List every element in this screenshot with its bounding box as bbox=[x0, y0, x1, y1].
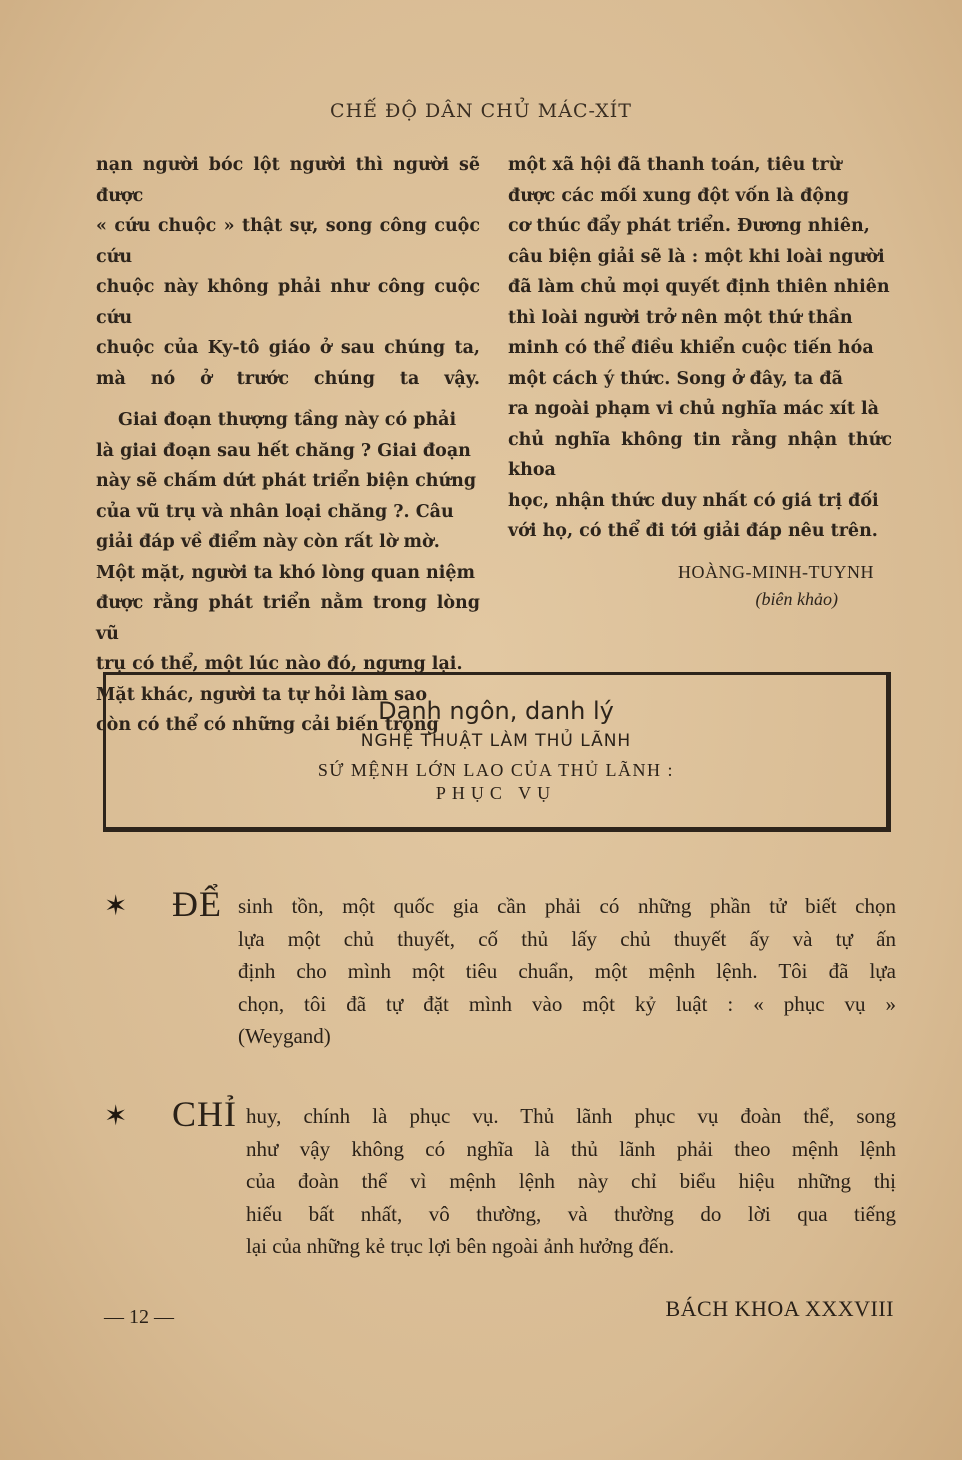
text-line: lựa một chủ thuyết, cố thủ lấy chủ thuyết ấy và tự ấn bbox=[238, 926, 896, 951]
text-line: ra ngoài phạm vi chủ nghĩa mác xít là bbox=[508, 399, 879, 419]
text-line: lại của những kẻ trục lợi bên ngoài ảnh hưởng đến. bbox=[246, 1234, 675, 1258]
text-line: Mặt khác, người ta tự hỏi làm sao bbox=[96, 684, 428, 705]
asterisk-icon: ✶ bbox=[104, 889, 128, 922]
quote-body bbox=[246, 1100, 896, 1263]
text-line: hiếu bất nhất, vô thường, và thường do lời qua tiếng bbox=[246, 1201, 896, 1226]
left-column bbox=[96, 150, 480, 741]
text-line: Giai đoạn thượng tầng này có phải bbox=[118, 410, 457, 430]
text-line: chuộc này không phải như công cuộc cứu bbox=[96, 277, 480, 328]
text-line: sinh tồn, một quốc gia cần phải có những phần tử biết chọn bbox=[238, 894, 896, 918]
text-line: như vậy không có nghĩa là thủ lãnh phải theo mệnh lệnh bbox=[246, 1136, 896, 1161]
section-motto-word: PHỤC VỤ bbox=[435, 783, 557, 803]
text-line: Một mặt, người ta khó lòng quan niệm bbox=[96, 562, 476, 583]
text-line: nạn người bóc lột người thì người sẽ được bbox=[96, 155, 480, 206]
section-motto: SỨ MỆNH LỚN LAO CỦA THỦ LÃNH : bbox=[317, 760, 675, 780]
section-heading-box bbox=[103, 672, 891, 832]
text-line: học, nhận thức duy nhất có giá trị đối bbox=[508, 490, 879, 511]
quote-1 bbox=[104, 884, 896, 1053]
text-line: một cách ý thức. Song ở đây, ta đã bbox=[508, 368, 843, 389]
text-line: huy, chính là phục vụ. Thủ lãnh phục vụ đoàn thể, song bbox=[246, 1104, 896, 1128]
text-line: này sẽ chấm dứt phát triển biện chứng bbox=[96, 471, 477, 491]
text-line: minh có thể điều khiển cuộc tiến hóa bbox=[508, 338, 874, 358]
text-line: của vũ trụ và nhân loại chăng ?. Câu bbox=[96, 501, 454, 522]
quote-attribution: (Weygand) bbox=[238, 1024, 331, 1048]
drop-cap: CHỈ bbox=[172, 1094, 237, 1134]
quote-body bbox=[238, 890, 896, 1053]
text-line: được các mối xung đột vốn là động bbox=[508, 185, 849, 206]
text-line: được rằng phát triển nằm trong lòng vũ bbox=[96, 593, 480, 644]
drop-cap: ĐỂ bbox=[172, 884, 222, 924]
page-number: — 12 — bbox=[104, 1306, 174, 1328]
author-note: (biên khảo) bbox=[755, 589, 838, 609]
journal-name: BÁCH KHOA XXXVIII bbox=[665, 1296, 894, 1321]
text-line: một xã hội đã thanh toán, tiêu trừ bbox=[508, 155, 842, 175]
text-line: cơ thúc đẩy phát triển. Đương nhiên, bbox=[508, 216, 870, 236]
right-column bbox=[508, 150, 892, 611]
text-line: định cho mình một tiêu chuẩn, một mệnh lệnh. Tôi đã lựa bbox=[238, 959, 896, 983]
text-line: của đoàn thể vì mệnh lệnh này chỉ biểu hiệu những thị bbox=[246, 1169, 896, 1193]
text-line: với họ, có thể đi tới giải đáp nêu trên. bbox=[508, 521, 878, 541]
text-line: « cứu chuộc » thật sự, song công cuộc cứu bbox=[96, 216, 480, 267]
section-title: Danh ngôn, danh lý bbox=[378, 697, 614, 725]
right-paragraph bbox=[508, 150, 892, 547]
left-paragraph-1 bbox=[96, 150, 480, 394]
text-line: chủ nghĩa không tin rằng nhận thức khoa bbox=[508, 429, 892, 480]
asterisk-icon: ✶ bbox=[104, 1099, 128, 1132]
section-subtitle: NGHỆ THUẬT LÀM THỦ LÃNH bbox=[360, 731, 632, 751]
text-line: còn có thể có những cải biến trong bbox=[96, 715, 439, 735]
author-name: HOÀNG-MINH-TUYNH bbox=[678, 561, 874, 582]
text-line: chọn, tôi đã tự đặt mình vào một kỷ luật : « phục vụ » bbox=[238, 991, 896, 1016]
text-line: mà nó ở trước chúng ta vậy. bbox=[96, 368, 480, 389]
running-head: CHẾ ĐỘ DÂN CHỦ MÁC-XÍT bbox=[330, 100, 632, 122]
text-line: giải đáp về điểm này còn rất lờ mờ. bbox=[96, 532, 440, 552]
text-line: là giai đoạn sau hết chăng ? Giai đoạn bbox=[96, 440, 471, 461]
text-line: chuộc của Ky-tô giáo ở sau chúng ta, bbox=[96, 338, 480, 358]
text-line: thì loài người trở nên một thứ thần bbox=[508, 307, 853, 328]
quote-2 bbox=[104, 1094, 896, 1263]
text-line: đã làm chủ mọi quyết định thiên nhiên bbox=[508, 277, 890, 297]
text-line: câu biện giải sẽ là : một khi loài người bbox=[508, 246, 885, 267]
text-line: trụ có thể, một lúc nào đó, ngưng lại. bbox=[96, 654, 463, 674]
